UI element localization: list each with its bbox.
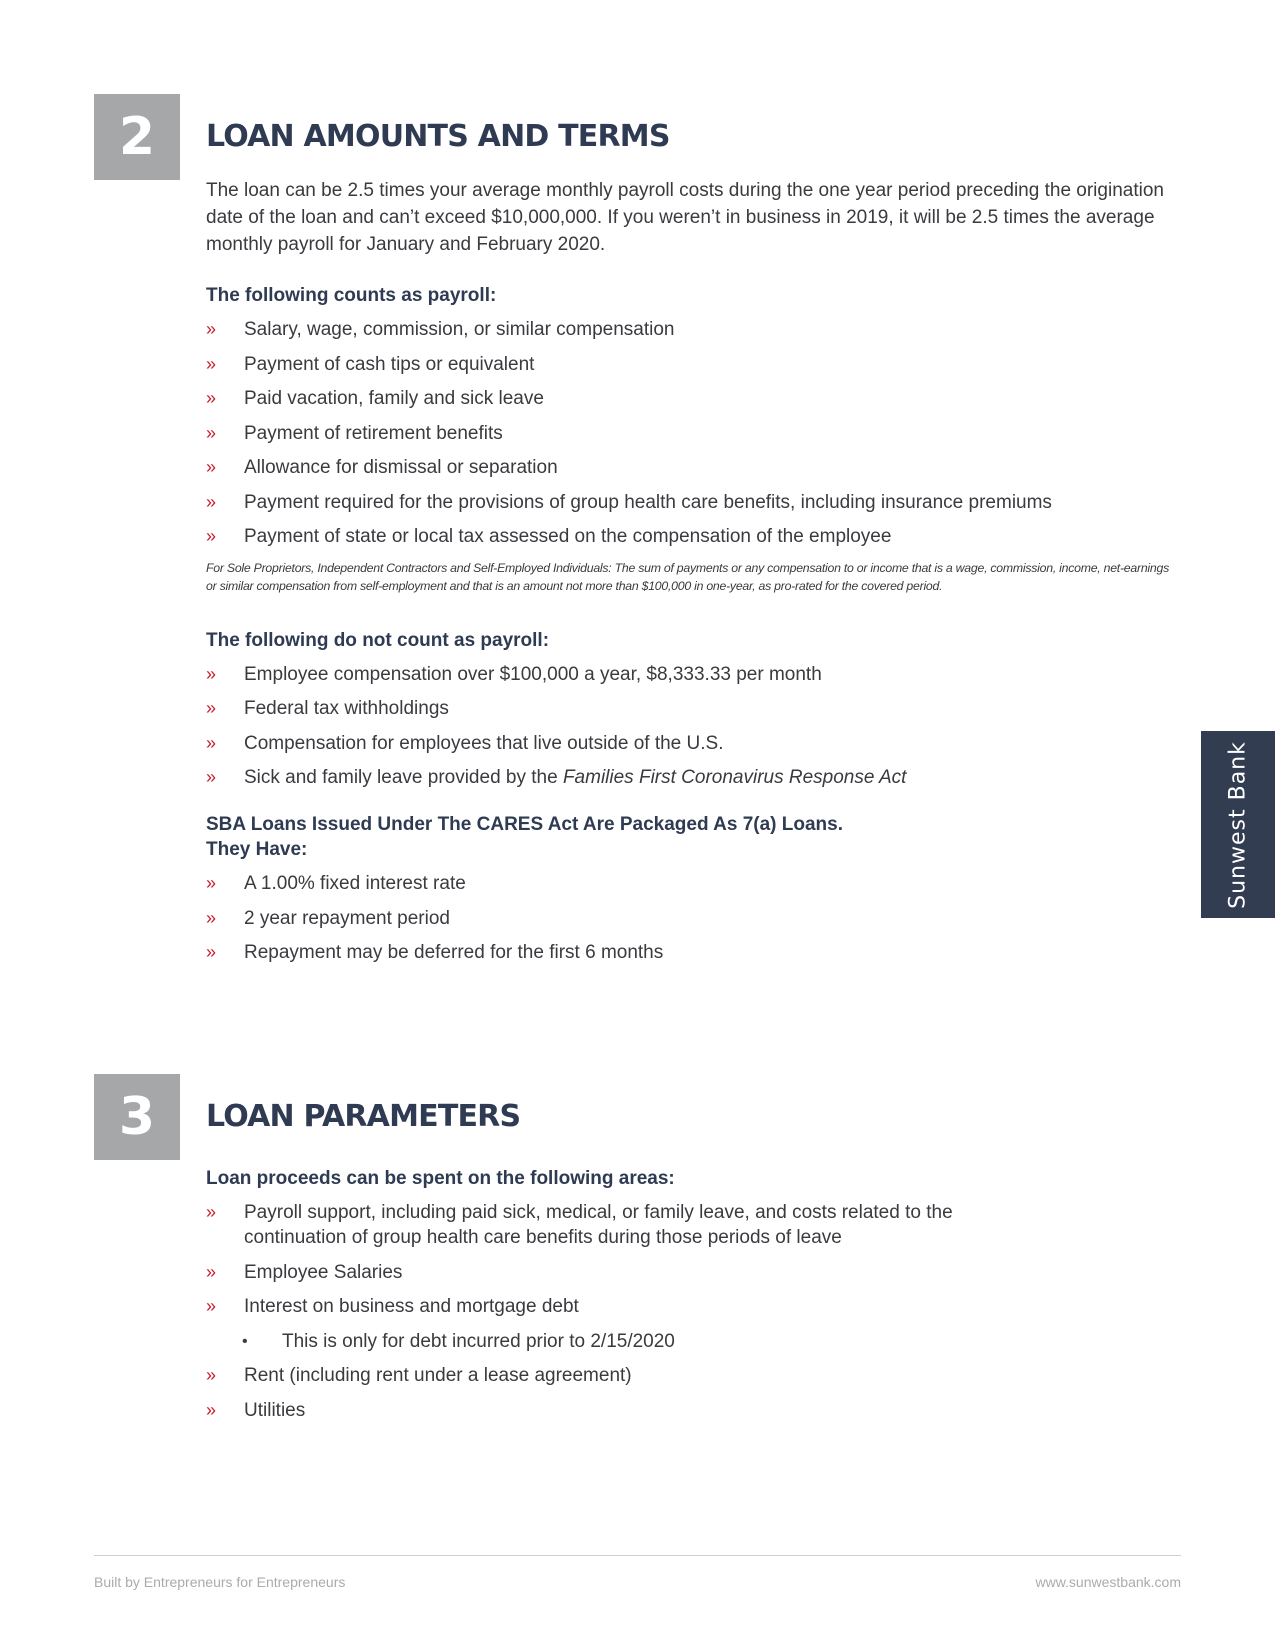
sole-proprietor-footnote: For Sole Proprietors, Independent Contractors and Self-Employed Individuals: The sum of payments or any compensation to or income that is a wage, commission, income, net-earnings or similar compensation from self-employment and that is an amount not more than $100,000 in one-year, as pro-rated for the covered period. <box>206 560 1169 593</box>
list-item: » Payment of state or local tax assessed on the compensation of the employee <box>206 526 892 547</box>
chevron-bullet-icon: » <box>206 942 217 962</box>
not-counts-heading: The following do not count as payroll: <box>206 629 550 651</box>
proceeds-heading: Loan proceeds can be spent on the following areas: <box>206 1168 675 1189</box>
section-number-2: 2 <box>94 94 180 180</box>
list-item: » Employee Salaries <box>206 1261 403 1283</box>
list-item: » Utilities <box>206 1399 306 1421</box>
intro-paragraph: The loan can be 2.5 times your average monthly payroll costs during the one year period preceding the origination date of the loan and can’t exceed $10,000,000. If you weren’t in business in 2019, it will be 2.5 times the average monthly payroll for January and February 2020. <box>206 180 1164 255</box>
chevron-bullet-icon: » <box>206 1399 217 1420</box>
list-item: » Allowance for dismissal or separation <box>206 457 558 478</box>
chevron-bullet-icon: » <box>206 767 217 787</box>
chevron-bullet-icon: » <box>206 663 217 684</box>
chevron-bullet-icon: » <box>206 873 217 893</box>
list-item: • This is only for debt incurred prior to 2/15/2020 <box>242 1330 675 1352</box>
list-item: » Rent (including rent under a lease agreement) <box>206 1365 632 1386</box>
chevron-bullet-icon: » <box>206 457 217 477</box>
proceeds-list <box>206 1200 966 1319</box>
proceeds-sub-list <box>206 1329 1181 1354</box>
footer-divider <box>94 1555 1181 1556</box>
chevron-bullet-icon: » <box>206 698 217 718</box>
list-item: » Employee compensation over $100,000 a year, $8,333.33 per month <box>206 663 822 685</box>
chevron-bullet-icon: » <box>206 1296 217 1316</box>
list-item: » Interest on business and mortgage debt <box>206 1296 579 1317</box>
section-3-body <box>206 1166 1181 1432</box>
chevron-bullet-icon: » <box>206 491 217 512</box>
section-title-loan-amounts: LOAN AMOUNTS AND TERMS <box>206 119 670 154</box>
list-item: » Payment required for the provisions of group health care benefits, including insurance premiums <box>206 491 1052 513</box>
proceeds-list-continued <box>206 1363 1181 1423</box>
list-item: » Paid vacation, family and sick leave <box>206 388 544 409</box>
counts-heading: The following counts as payroll: <box>206 285 497 306</box>
list-item: » Compensation for employees that live outside of the U.S. <box>206 732 724 754</box>
chevron-bullet-icon: » <box>206 526 217 546</box>
section-title-loan-parameters: LOAN PARAMETERS <box>206 1099 521 1134</box>
section-2-body <box>206 177 1181 975</box>
chevron-bullet-icon: » <box>206 1202 217 1222</box>
list-item: » Repayment may be deferred for the first 6 months <box>206 942 664 963</box>
act-name: Families First Coronavirus Response Act <box>562 767 907 788</box>
list-item: » Sick and family leave provided by the Families First Coronavirus Response Act <box>206 767 907 788</box>
not-counts-list <box>206 662 1181 791</box>
list-item: » Salary, wage, commission, or similar compensation <box>206 319 675 340</box>
chevron-bullet-icon: » <box>206 907 217 928</box>
list-item: » Payment of retirement benefits <box>206 422 503 444</box>
section-number-3: 3 <box>94 1074 180 1160</box>
brand-name: Sunwest Bank <box>1225 740 1251 909</box>
chevron-bullet-icon: » <box>206 353 217 374</box>
sba-heading: SBA Loans Issued Under The CARES Act Are Packaged As 7(a) Loans. They Have: <box>206 814 844 860</box>
list-item: » Federal tax withholdings <box>206 698 449 719</box>
list-item: » A 1.00% fixed interest rate <box>206 873 466 894</box>
chevron-bullet-icon: » <box>206 319 217 339</box>
list-item: » 2 year repayment period <box>206 907 450 929</box>
chevron-bullet-icon: » <box>206 422 217 443</box>
dot-bullet-icon: • <box>242 1332 248 1350</box>
chevron-bullet-icon: » <box>206 1261 217 1282</box>
sba-list <box>206 871 1181 965</box>
list-item: » Payment of cash tips or equivalent <box>206 353 535 375</box>
chevron-bullet-icon: » <box>206 388 217 408</box>
footer-website-link[interactable]: www.sunwestbank.com <box>1035 1574 1181 1590</box>
brand-side-tab <box>1201 731 1275 918</box>
list-item: » Payroll support, including paid sick, medical, or family leave, and costs related to the continuation of group health care benefits during those periods of leave <box>206 1202 953 1248</box>
footer-tagline: Built by Entrepreneurs for Entrepreneurs <box>94 1574 346 1590</box>
chevron-bullet-icon: » <box>206 732 217 753</box>
counts-list <box>206 317 1181 549</box>
chevron-bullet-icon: » <box>206 1365 217 1385</box>
